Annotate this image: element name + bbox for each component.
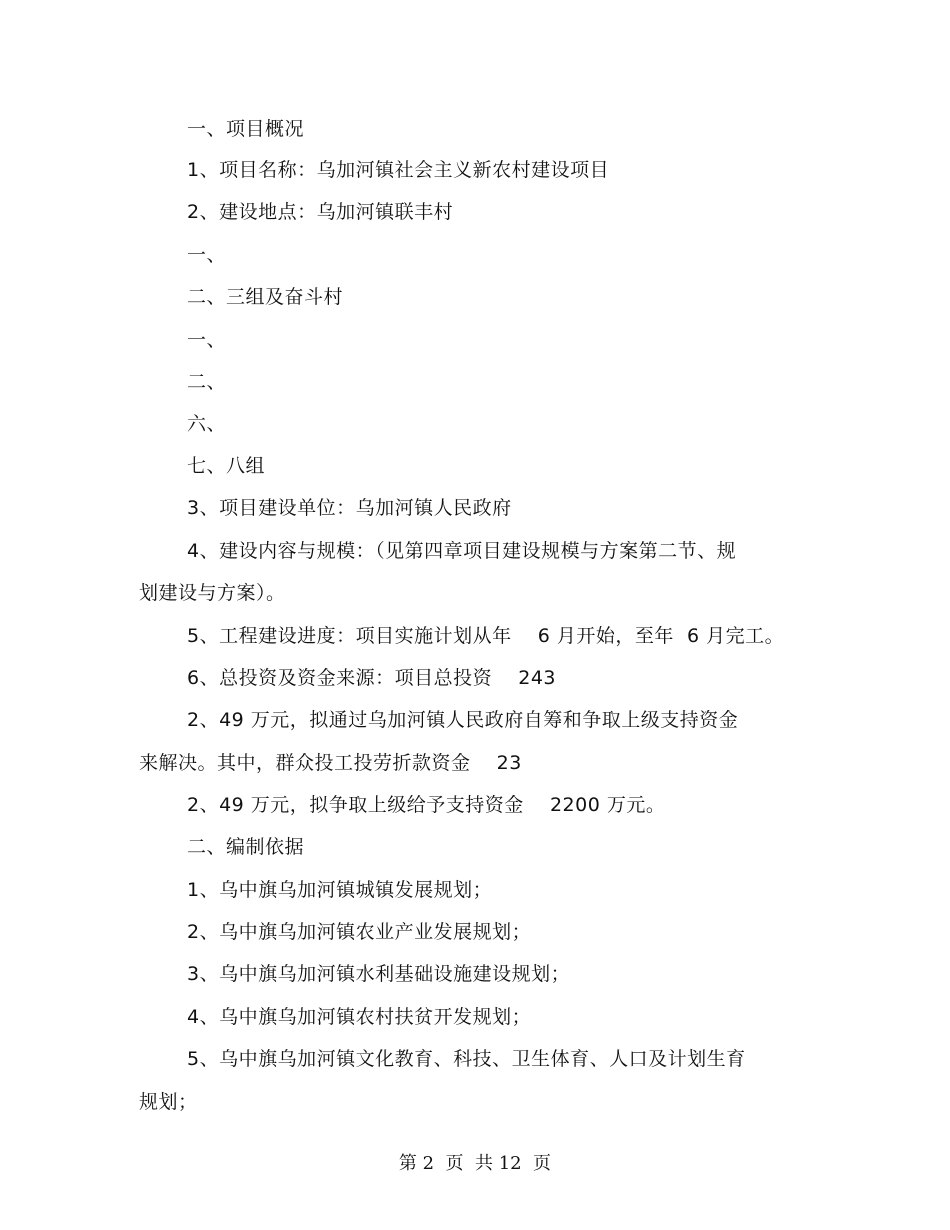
paragraph-line: 六、 bbox=[187, 413, 227, 435]
paragraph-line: 2、建设地点：乌加河镇联丰村 bbox=[187, 201, 454, 223]
paragraph-line: 2、49 万元，拟通过乌加河镇人民政府自筹和争取上级支持资金 bbox=[187, 709, 739, 731]
list-item: 1、乌中旗乌加河镇城镇发展规划； bbox=[187, 879, 493, 901]
section-heading-overview: 一、项目概况 bbox=[187, 118, 305, 140]
paragraph-line: 2、49 万元，拟争取上级给予支持资金 2200 万元。 bbox=[187, 794, 666, 816]
paragraph-line: 来解决。其中，群众投工投劳折款资金 23 bbox=[139, 752, 522, 774]
list-item: 4、乌中旗乌加河镇农村扶贫开发规划； bbox=[187, 1006, 532, 1028]
section-heading-basis: 二、编制依据 bbox=[187, 836, 305, 858]
paragraph-line: 1、项目名称：乌加河镇社会主义新农村建设项目 bbox=[187, 159, 610, 181]
list-item: 5、乌中旗乌加河镇文化教育、科技、卫生体育、人口及计划生育 bbox=[187, 1048, 746, 1070]
paragraph-line: 4、建设内容与规模：（见第四章项目建设规模与方案第二节、规 bbox=[187, 540, 737, 562]
list-item: 2、乌中旗乌加河镇农业产业发展规划； bbox=[187, 921, 532, 943]
paragraph-line: 一、 bbox=[187, 329, 227, 351]
list-item: 规划； bbox=[139, 1091, 198, 1113]
paragraph-line: 6、总投资及资金来源：项目总投资 243 bbox=[187, 667, 557, 689]
list-item: 3、乌中旗乌加河镇水利基础设施建设规划； bbox=[187, 963, 571, 985]
paragraph-line: 划建设与方案）。 bbox=[139, 582, 286, 604]
paragraph-line: 一、 bbox=[187, 244, 227, 266]
paragraph-line: 七、八组 bbox=[187, 455, 266, 477]
paragraph-line: 二、三组及奋斗村 bbox=[187, 286, 344, 308]
paragraph-line: 二、 bbox=[187, 371, 227, 393]
paragraph-line: 3、项目建设单位：乌加河镇人民政府 bbox=[187, 497, 512, 519]
page-number-footer: 第 2 页 共 12 页 bbox=[398, 1153, 552, 1174]
paragraph-line: 5、工程建设进度：项目实施计划从年 6 月开始，至年 6 月完工。 bbox=[187, 625, 785, 647]
